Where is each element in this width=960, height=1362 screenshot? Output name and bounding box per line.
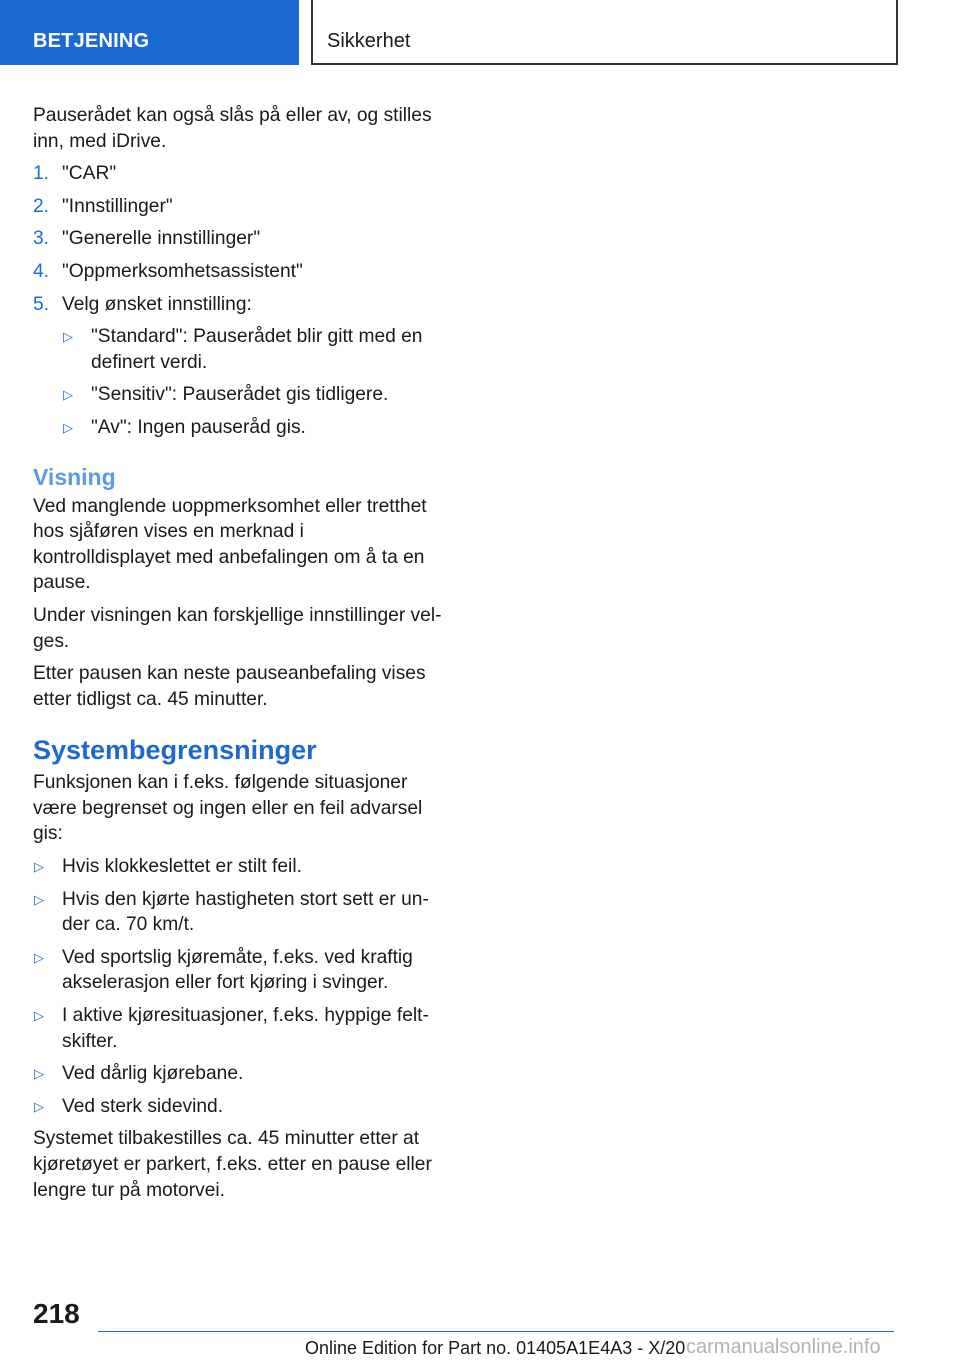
visning-paragraph: Under visningen kan forskjellige innstillinger velges.: [33, 604, 442, 652]
header-section-tab: [0, 0, 299, 65]
main-column: [33, 103, 443, 1210]
options-list: [62, 324, 443, 440]
limit-item: [33, 1094, 443, 1120]
step-number: 3.: [33, 228, 50, 250]
option-item: [62, 415, 443, 441]
limit-text: Hvis den kjørte hastigheten stort sett er under ca. 70 km/t.: [62, 888, 429, 936]
step-number: 1.: [33, 163, 50, 185]
limit-text: Ved sportslig kjøremåte, f.eks. ved kraftig akselerasjon eller fort kjøring i svinger.: [62, 946, 413, 994]
watermark: carmanualsonline.info: [686, 1336, 881, 1358]
step-item: [33, 292, 443, 441]
limits-intro: Funksjonen kan i f.eks. følgende situasjoner være begrenset og ingen eller en feil advarsel gis:: [33, 772, 423, 845]
limit-item: [33, 887, 443, 938]
step-number: 2.: [33, 195, 50, 217]
limit-item: [33, 1061, 443, 1087]
limit-text: Ved sterk sidevind.: [62, 1095, 224, 1117]
triangle-bullet-icon: ▷: [34, 891, 44, 907]
header-subsection-tab: [311, 0, 898, 65]
visning-paragraph: Etter pausen kan neste pauseanbefaling vises etter tidligst ca. 45 minutter.: [33, 663, 426, 710]
option-text: "Sensitiv": Pauserådet gis tidligere.: [91, 384, 389, 406]
triangle-bullet-icon: ▷: [34, 1008, 44, 1024]
step-number: 4.: [33, 260, 50, 282]
step-number: 5.: [33, 293, 50, 315]
option-text: "Standard": Pauserådet blir gitt med en definert verdi.: [91, 326, 423, 373]
step-text: Velg ønsket innstilling:: [62, 293, 252, 315]
step-item: [33, 161, 443, 187]
step-text: "CAR": [62, 163, 117, 185]
option-item: [62, 324, 443, 375]
triangle-bullet-icon: ▷: [63, 387, 73, 403]
limit-text: Hvis klokkeslettet er stilt feil.: [62, 856, 302, 878]
triangle-bullet-icon: ▷: [34, 1066, 44, 1082]
triangle-bullet-icon: ▷: [63, 419, 73, 435]
option-text: "Av": Ingen pauseråd gis.: [91, 416, 306, 438]
triangle-bullet-icon: ▷: [34, 1098, 44, 1114]
triangle-bullet-icon: ▷: [63, 329, 73, 345]
visning-heading: Visning: [33, 463, 116, 490]
header-section-label: BETJENING: [33, 30, 150, 52]
limit-item: [33, 1003, 443, 1054]
footer-divider: [98, 1331, 894, 1332]
limit-text: Ved dårlig kjørebane.: [62, 1063, 244, 1085]
triangle-bullet-icon: ▷: [34, 859, 44, 875]
footer-edition: Online Edition for Part no. 01405A1E4A3 - X/20: [305, 1338, 686, 1358]
step-text: "Innstillinger": [62, 195, 173, 217]
page-number: 218: [33, 1298, 80, 1329]
triangle-bullet-icon: ▷: [34, 949, 44, 965]
step-item: [33, 259, 443, 285]
limits-list: [33, 854, 443, 1119]
limits-heading: Systembegrensninger: [33, 735, 317, 766]
header-subsection-label: Sikkerhet: [327, 30, 411, 52]
limits-outro: Systemet tilbakestilles ca. 45 minutter etter at kjøretøyet er parkert, f.eks. etter en pause eller lengre tur på motorvei.: [33, 1128, 432, 1201]
steps-list: [33, 161, 443, 440]
limit-item: [33, 945, 443, 996]
limit-item: [33, 854, 443, 880]
step-text: "Generelle innstillinger": [62, 228, 261, 250]
step-text: "Oppmerksomhetsassistent": [62, 260, 303, 282]
visning-paragraph: Ved manglende uoppmerksomhet eller tretthet hos sjåføren vises en merknad i kontrolldisplayet med anbefalingen om å ta en pause.: [33, 495, 427, 594]
step-item: [33, 194, 443, 220]
intro-paragraph: Pauserådet kan også slås på eller av, og stilles inn, med iDrive.: [33, 105, 432, 152]
limit-text: I aktive kjøresituasjoner, f.eks. hyppige feltskifter.: [62, 1005, 429, 1052]
option-item: [62, 382, 443, 408]
step-item: [33, 226, 443, 252]
